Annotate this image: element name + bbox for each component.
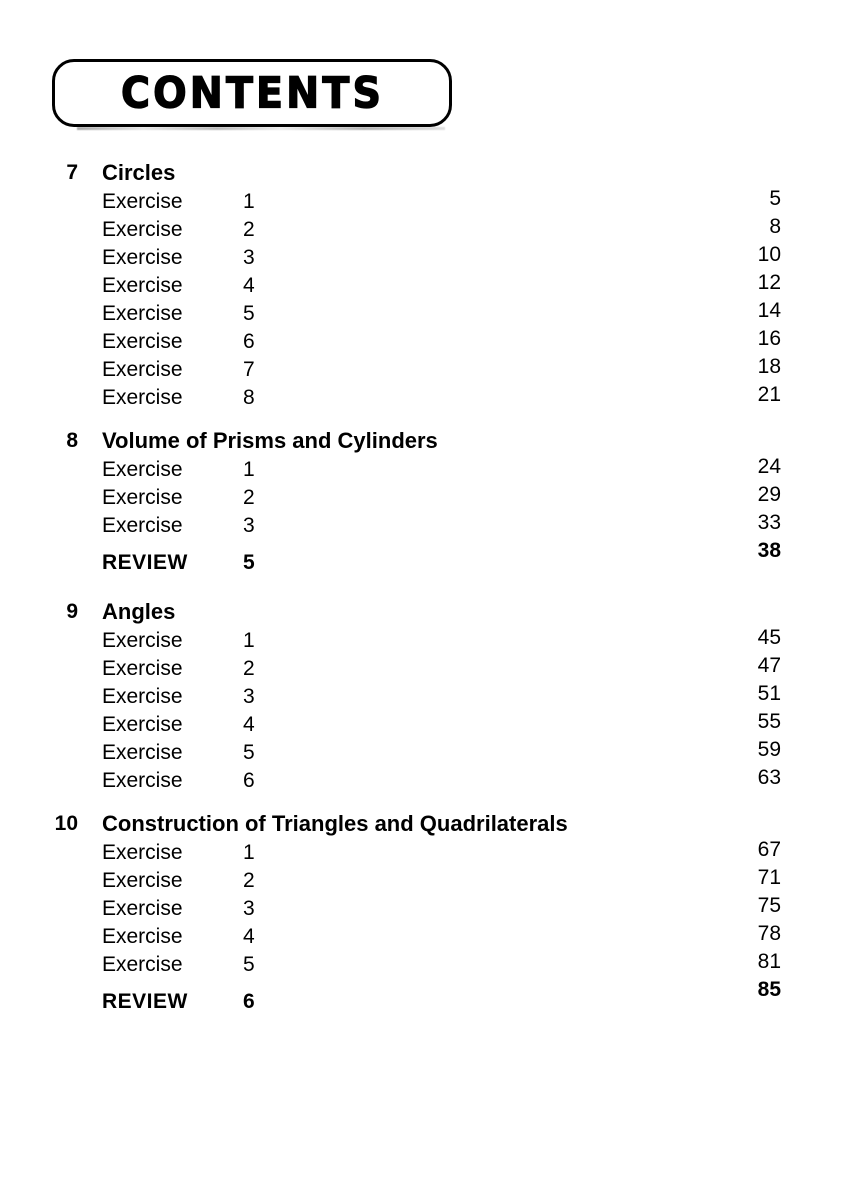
- exercise-row[interactable]: [0, 767, 862, 795]
- row-item-number: 5: [243, 302, 255, 325]
- row-item-number: 1: [243, 190, 255, 213]
- row-label: Exercise: [102, 953, 183, 976]
- row-label: Exercise: [102, 274, 183, 297]
- row-item-number: 4: [243, 713, 255, 736]
- row-page-number: 14: [757, 299, 781, 322]
- row-label: Exercise: [102, 246, 183, 269]
- row-label: REVIEW: [102, 990, 188, 1013]
- exercise-row[interactable]: [0, 867, 862, 895]
- review-row[interactable]: [0, 979, 862, 1022]
- row-page-number: 47: [757, 654, 781, 677]
- row-page-number: 85: [757, 978, 781, 1001]
- row-page-number: 71: [757, 866, 781, 889]
- row-page-number: 45: [757, 626, 781, 649]
- chapter-number: 9: [66, 600, 78, 623]
- row-item-number: 2: [243, 869, 255, 892]
- exercise-row[interactable]: [0, 244, 862, 272]
- row-item-number: 3: [243, 685, 255, 708]
- row-item-number: 3: [243, 897, 255, 920]
- chapter-section: [0, 158, 862, 412]
- row-item-number: 6: [243, 330, 255, 353]
- row-label: Exercise: [102, 925, 183, 948]
- row-page-number: 10: [757, 243, 781, 266]
- row-item-number: 2: [243, 657, 255, 680]
- row-label: Exercise: [102, 841, 183, 864]
- exercise-row[interactable]: [0, 839, 862, 867]
- exercise-row[interactable]: [0, 328, 862, 356]
- row-label: Exercise: [102, 218, 183, 241]
- row-label: Exercise: [102, 629, 183, 652]
- chapter-section: [0, 597, 862, 795]
- chapter-heading[interactable]: [0, 597, 862, 627]
- chapter-heading[interactable]: [0, 158, 862, 188]
- row-item-number: 3: [243, 246, 255, 269]
- exercise-row[interactable]: [0, 188, 862, 216]
- exercise-row[interactable]: [0, 272, 862, 300]
- row-page-number: 29: [757, 483, 781, 506]
- row-page-number: 55: [757, 710, 781, 733]
- chapter-number: 10: [54, 812, 78, 835]
- exercise-row[interactable]: [0, 923, 862, 951]
- row-item-number: 2: [243, 486, 255, 509]
- review-row[interactable]: [0, 540, 862, 583]
- row-item-number: 4: [243, 274, 255, 297]
- chapter-title: Construction of Triangles and Quadrilaterals: [102, 811, 568, 836]
- row-label: Exercise: [102, 458, 183, 481]
- chapter-title: Angles: [102, 599, 176, 624]
- row-label: Exercise: [102, 869, 183, 892]
- row-item-number: 4: [243, 925, 255, 948]
- row-label: Exercise: [102, 713, 183, 736]
- row-item-number: 6: [243, 769, 255, 792]
- row-label: Exercise: [102, 330, 183, 353]
- row-item-number: 6: [243, 990, 255, 1013]
- page-title: CONTENTS: [120, 68, 384, 118]
- row-label: Exercise: [102, 657, 183, 680]
- row-page-number: 24: [757, 455, 781, 478]
- row-item-number: 5: [243, 741, 255, 764]
- row-page-number: 18: [757, 355, 781, 378]
- chapter-heading[interactable]: [0, 809, 862, 839]
- exercise-row[interactable]: [0, 683, 862, 711]
- chapter-section: [0, 426, 862, 583]
- exercise-row[interactable]: [0, 739, 862, 767]
- exercise-row[interactable]: [0, 711, 862, 739]
- row-page-number: 63: [757, 766, 781, 789]
- exercise-row[interactable]: [0, 456, 862, 484]
- chapter-number: 8: [66, 429, 78, 452]
- row-page-number: 12: [757, 271, 781, 294]
- row-label: Exercise: [102, 190, 183, 213]
- row-page-number: 8: [769, 215, 781, 238]
- row-item-number: 5: [243, 551, 255, 574]
- row-page-number: 59: [757, 738, 781, 761]
- exercise-row[interactable]: [0, 216, 862, 244]
- table-of-contents: [0, 158, 862, 1036]
- exercise-row[interactable]: [0, 951, 862, 979]
- row-item-number: 1: [243, 841, 255, 864]
- row-item-number: 1: [243, 458, 255, 481]
- row-item-number: 7: [243, 358, 255, 381]
- row-label: Exercise: [102, 358, 183, 381]
- row-item-number: 2: [243, 218, 255, 241]
- exercise-row[interactable]: [0, 484, 862, 512]
- exercise-row[interactable]: [0, 627, 862, 655]
- row-label: REVIEW: [102, 551, 188, 574]
- row-item-number: 5: [243, 953, 255, 976]
- chapter-heading[interactable]: [0, 426, 862, 456]
- exercise-row[interactable]: [0, 655, 862, 683]
- exercise-row[interactable]: [0, 512, 862, 540]
- row-item-number: 3: [243, 514, 255, 537]
- chapter-number: 7: [66, 161, 78, 184]
- chapter-title: Volume of Prisms and Cylinders: [102, 428, 438, 453]
- row-page-number: 67: [757, 838, 781, 861]
- row-label: Exercise: [102, 486, 183, 509]
- row-label: Exercise: [102, 897, 183, 920]
- row-page-number: 38: [757, 539, 781, 562]
- row-item-number: 1: [243, 629, 255, 652]
- row-page-number: 78: [757, 922, 781, 945]
- row-label: Exercise: [102, 302, 183, 325]
- row-page-number: 21: [757, 383, 781, 406]
- row-item-number: 8: [243, 386, 255, 409]
- row-label: Exercise: [102, 769, 183, 792]
- row-page-number: 33: [757, 511, 781, 534]
- row-label: Exercise: [102, 685, 183, 708]
- row-label: Exercise: [102, 741, 183, 764]
- row-page-number: 16: [757, 327, 781, 350]
- exercise-row[interactable]: [0, 384, 862, 412]
- exercise-row[interactable]: [0, 356, 862, 384]
- chapter-title: Circles: [102, 160, 176, 185]
- chapter-section: [0, 809, 862, 1022]
- exercise-row[interactable]: [0, 300, 862, 328]
- row-page-number: 51: [757, 682, 781, 705]
- row-label: Exercise: [102, 386, 183, 409]
- exercise-row[interactable]: [0, 895, 862, 923]
- row-label: Exercise: [102, 514, 183, 537]
- contents-title-box: [52, 59, 452, 127]
- row-page-number: 75: [757, 894, 781, 917]
- row-page-number: 5: [769, 187, 781, 210]
- row-page-number: 81: [757, 950, 781, 973]
